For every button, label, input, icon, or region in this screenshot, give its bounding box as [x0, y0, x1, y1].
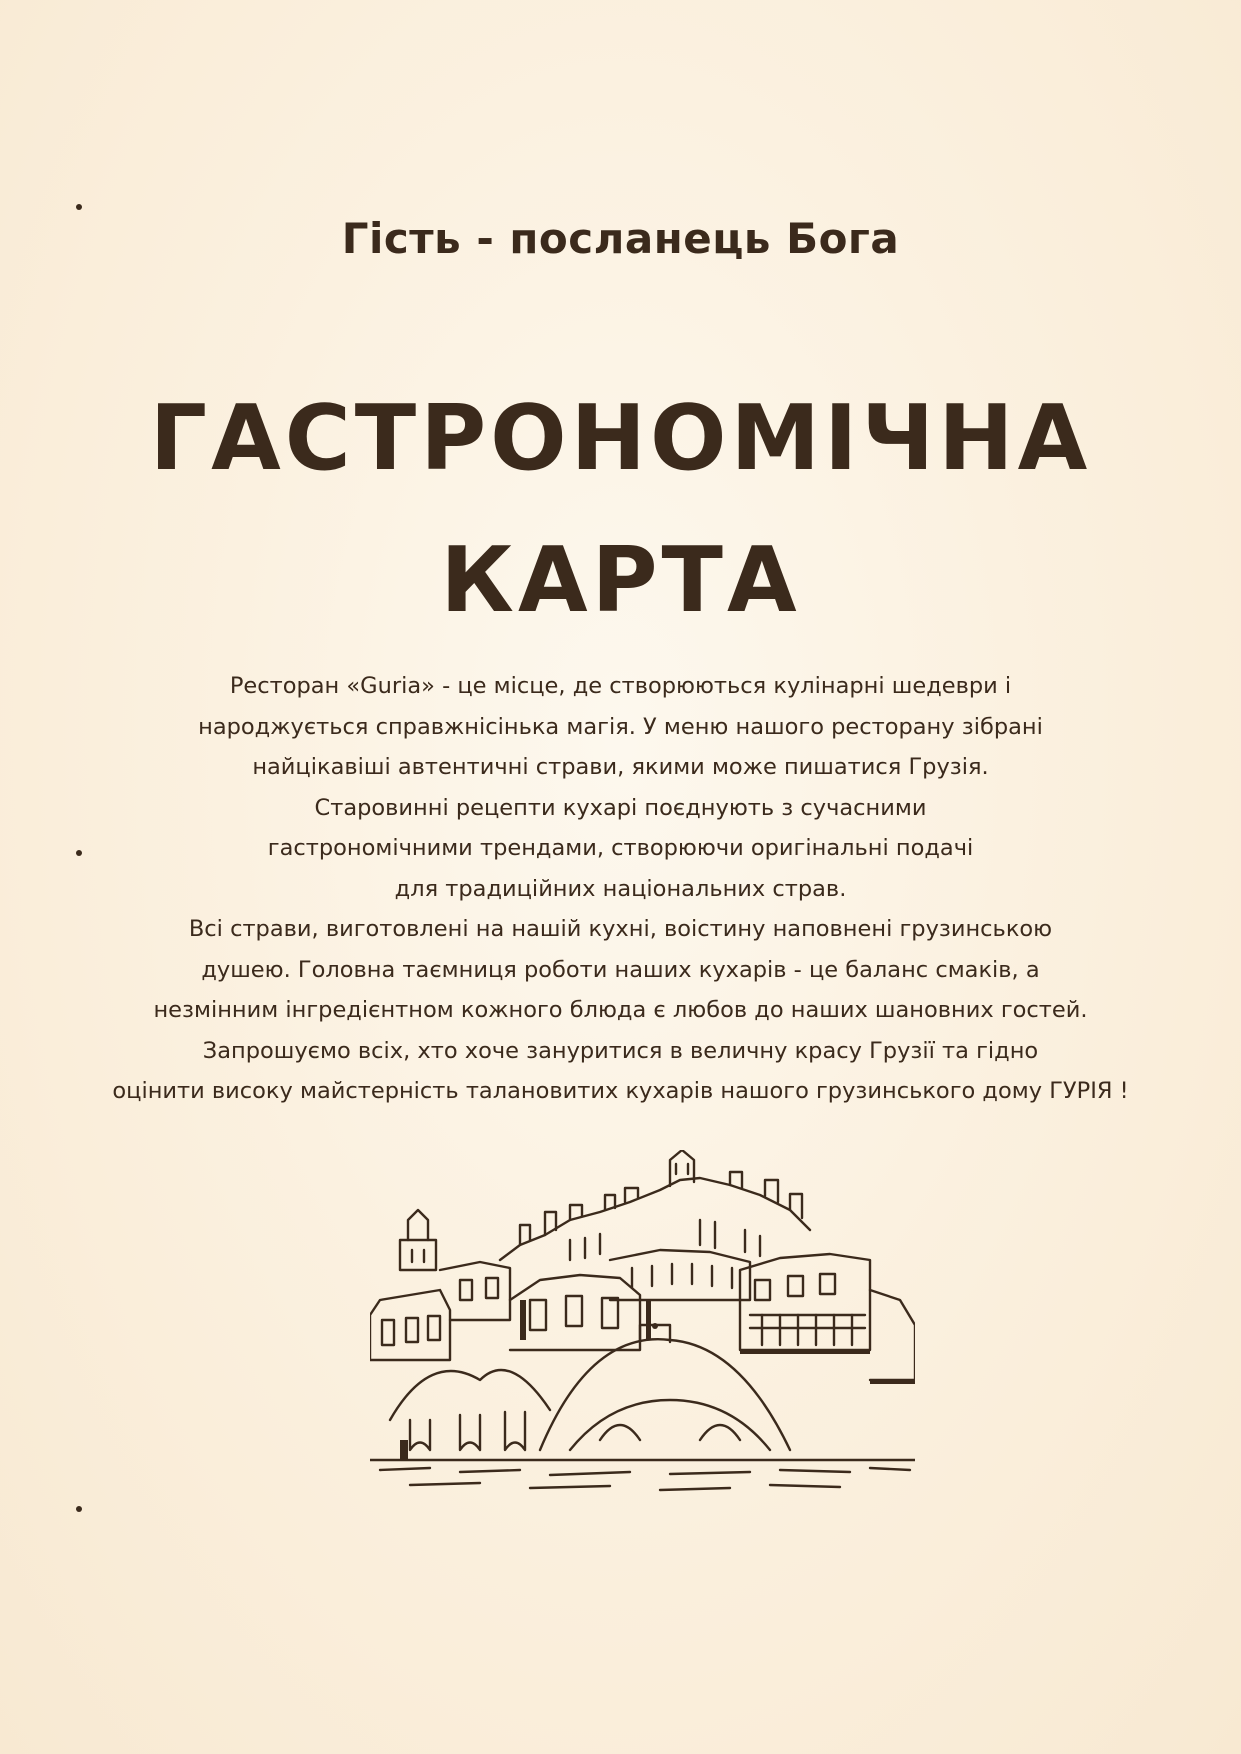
margin-dot-top	[76, 204, 82, 210]
intro-line: Всі страви, виготовлені на нашій кухні, воістину наповнені грузинською	[188, 916, 1053, 942]
intro-line: Старовинні рецепти кухарі поєднують з сучасними	[314, 794, 927, 821]
intro-line: найцікавіші автентичні страви, якими може пишатися Грузія.	[252, 754, 989, 780]
intro-line: народжується справжнісінька магія. У меню нашого ресторану зібрані	[198, 713, 1043, 740]
intro-line: гастрономічними трендами, створюючи оригінальні подачі	[267, 835, 974, 861]
intro-line: для традиційних національних страв.	[394, 875, 847, 902]
intro-line: незмінним інгредієнтном кожного блюда є любов до наших шановних гостей.	[153, 997, 1088, 1023]
subtitle: Гість - посланець Бога	[341, 214, 900, 263]
title-line-1: ГАСТРОНОМІЧНА	[149, 386, 1092, 491]
intro-line: Запрошуємо всіх, хто хоче зануритися в величну красу Грузії та гідно	[202, 1037, 1039, 1064]
intro-line: Ресторан «Guria» - це місце, де створюються кулінарні шедеври і	[229, 673, 1012, 699]
page-title	[0, 368, 1241, 652]
margin-dot-bottom	[76, 1506, 82, 1512]
intro-paragraph	[60, 666, 1181, 1112]
title-line-2: КАРТА	[440, 528, 801, 633]
intro-line: душею. Головна таємниця роботи наших кухарів - це баланс смаків, а	[201, 956, 1040, 983]
old-city-sketch-illustration	[370, 1150, 915, 1495]
intro-line: оцінити високу майстерність талановитих кухарів нашого грузинського дому ГУРІЯ !	[112, 1078, 1129, 1104]
